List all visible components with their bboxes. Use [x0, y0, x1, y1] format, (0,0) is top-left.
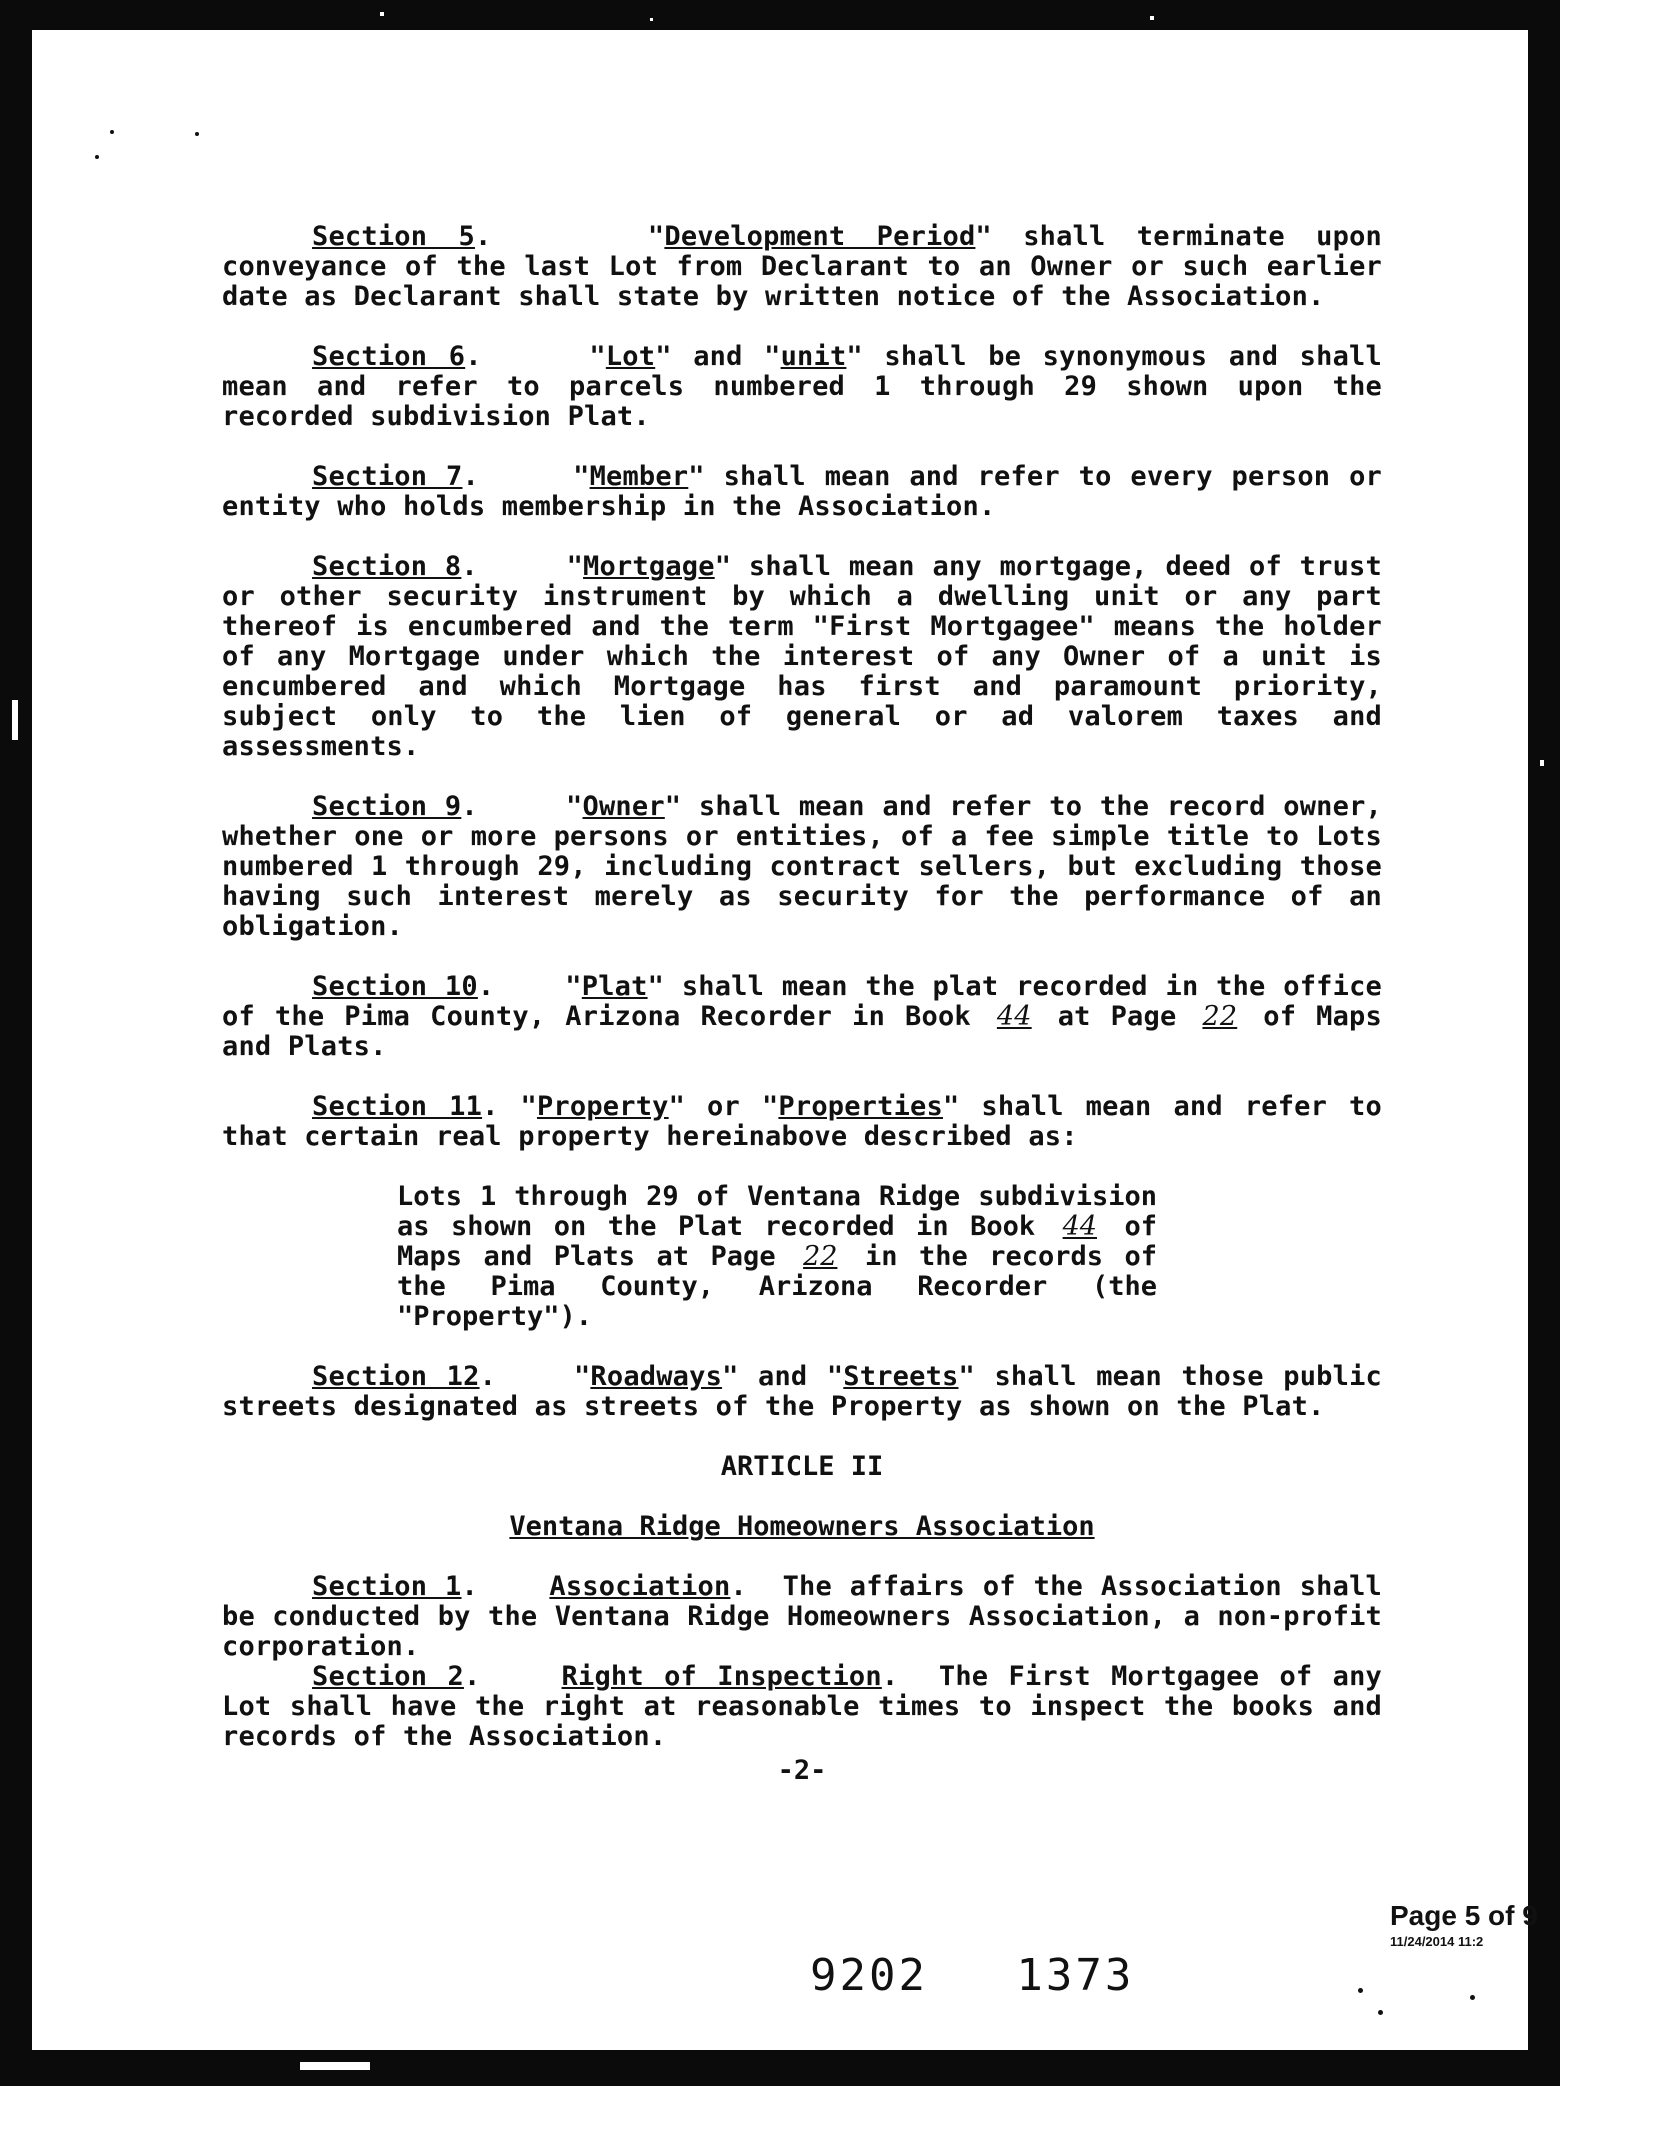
defined-term: Properties: [778, 1091, 943, 1122]
section-text: of Maps and Plats.: [222, 1001, 1382, 1062]
section-7-paragraph: Section 7. "Member" shall mean and refer to every person or entity who holds membership in the Association.: [222, 461, 1382, 522]
scan-dot: [95, 155, 99, 159]
section-text: shall mean any mortgage, deed of trust or other security instrument by which a dwelling unit or any part thereof is encumbered and the term "First Mortgagee" means the holder of any Mortgage under which the interest of any Owner of a unit is encumbered and which Mortgage has first and paramount priority, subject only to the lien of general or ad valorem taxes and assessments.: [222, 551, 1382, 762]
article-section-2-paragraph: Section 2. Right of Inspection. The First Mortgagee of any Lot shall have the right at reasonable times to inspect the books and records of the Association.: [222, 1661, 1383, 1752]
scan-border-right: [1528, 0, 1560, 2085]
quote-text: Lots 1 through 29 of Ventana Ridge subdivision as shown on the Plat recorded in Book: [397, 1181, 1157, 1242]
defined-term: Property: [536, 1091, 669, 1122]
defined-term: Owner: [582, 791, 665, 822]
section-10-paragraph: Section 10. "Plat" shall mean the plat recorded in the office of the Pima County, Arizona Recorder in Book 44 at Page 22 of Maps and Plats.: [222, 971, 1382, 1062]
scan-dot: [1470, 1995, 1475, 2000]
section-label: Section 7: [312, 461, 463, 492]
defined-term: Plat: [581, 971, 648, 1002]
scan-speck: [1150, 16, 1154, 20]
property-description: [397, 1182, 1157, 1332]
defined-term: Mortgage: [583, 551, 715, 582]
article-heading: ARTICLE II: [720, 1451, 884, 1482]
handwritten-page-number: 22: [1202, 1001, 1238, 1032]
scan-dot: [1358, 1988, 1363, 1993]
defined-term: unit: [780, 341, 847, 372]
section-label: Section 5: [312, 221, 475, 252]
quote-text: of Maps and Plats at Page: [397, 1211, 1157, 1272]
section-text: shall mean the plat recorded in the office of the Pima County, Arizona Recorder in Book: [222, 971, 1382, 1032]
section-label: Section 9: [312, 791, 462, 822]
section-text: shall mean and refer to every person or entity who holds membership in the Association.: [222, 461, 1382, 522]
scan-speck: [300, 2062, 370, 2070]
scan-border-top: [0, 0, 1560, 30]
section-heading: Association: [549, 1571, 731, 1602]
section-11-paragraph: Section 11. "Property" or "Properties" shall mean and refer to that certain real property hereinabove described as:: [222, 1091, 1382, 1152]
section-text: shall mean those public streets designated as streets of the Property as shown on the Plat.: [222, 1361, 1382, 1422]
section-label: Section 1: [312, 1571, 462, 1602]
section-label: Section 2: [312, 1661, 464, 1692]
defined-term: Roadways: [590, 1361, 723, 1392]
scan-speck: [12, 700, 18, 740]
scan-dot: [1378, 2010, 1383, 2015]
article-title: Ventana Ridge Homeowners Association: [509, 1511, 1095, 1542]
scan-dot: [110, 130, 114, 134]
timestamp-stamp: 11/24/2014 11:2: [1390, 1934, 1484, 1949]
section-text: The affairs of the Association shall be conducted by the Ventana Ridge Homeowners Association, a non-profit corporation.: [222, 1571, 1382, 1662]
article-section-1-paragraph: Section 1. Association. The affairs of the Association shall be conducted by the Ventana Ridge Homeowners Association, a non-profit corporation.: [222, 1571, 1382, 1662]
document-page: [222, 222, 1382, 1786]
section-8-paragraph: Section 8. "Mortgage" shall mean any mortgage, deed of trust or other security instrument by which a dwelling unit or any part thereof is encumbered and the term "First Mortgagee" means the holder of any Mortgage under which the interest of any Owner of a unit is encumbered and which Mortgage has first and paramount priority, subject only to the lien of general or ad valorem taxes and assessments.: [222, 551, 1382, 762]
page-count-stamp: Page 5 of 9: [1390, 1900, 1538, 1931]
section-heading: Right of Inspection: [561, 1661, 882, 1692]
page-number: -2-: [777, 1755, 827, 1786]
defined-term: Lot: [605, 341, 656, 372]
recording-number: 9202 1373: [810, 1950, 1135, 2001]
section-text: shall be synonymous and shall mean and refer to parcels numbered 1 through 29 shown upon the recorded subdivision Plat.: [222, 341, 1382, 432]
section-text: shall terminate upon conveyance of the last Lot from Declarant to an Owner or such earlier date as Declarant shall state by written notice of the Association.: [222, 221, 1382, 312]
defined-term: Development Period: [664, 221, 976, 252]
section-5-paragraph: Section 5. "Development Period" shall terminate upon conveyance of the last Lot from Declarant to an Owner or such earlier date as Declarant shall state by written notice of the Association.: [222, 221, 1382, 312]
scan-speck: [380, 12, 384, 16]
section-label: Section 8: [312, 551, 462, 582]
scan-border-bottom: [0, 2050, 1560, 2086]
section-label: Section 6: [312, 341, 466, 372]
scan-border-left: [0, 0, 32, 2085]
handwritten-book-number: 44: [996, 1001, 1032, 1032]
handwritten-book-number: 44: [1062, 1211, 1097, 1242]
section-label: Section 10: [312, 971, 478, 1002]
section-text: shall mean and refer to that certain real property hereinabove described as:: [222, 1091, 1382, 1152]
scan-speck: [650, 18, 653, 21]
quote-text: in the records of the Pima County, Arizona Recorder (the "Property").: [397, 1241, 1157, 1332]
section-text: The First Mortgagee of any Lot shall have the right at reasonable times to inspect the books and records of the Association.: [222, 1661, 1383, 1752]
handwritten-page-number: 22: [803, 1241, 838, 1272]
section-text: at Page: [1057, 1001, 1177, 1032]
defined-term: Member: [589, 461, 689, 492]
section-6-paragraph: Section 6. "Lot" and "unit" shall be synonymous and shall mean and refer to parcels numbered 1 through 29 shown upon the recorded subdivision Plat.: [222, 341, 1382, 432]
section-12-paragraph: Section 12. "Roadways" and "Streets" shall mean those public streets designated as streets of the Property as shown on the Plat.: [222, 1361, 1382, 1422]
scan-speck: [1540, 760, 1544, 766]
section-label: Section 12: [312, 1361, 480, 1392]
section-label: Section 11: [312, 1091, 483, 1122]
scan-dot: [195, 132, 199, 136]
section-text: shall mean and refer to the record owner, whether one or more persons or entities, of a fee simple title to Lots numbered 1 through 29, including contract sellers, but excluding those having such interest merely as security for the performance of an obligation.: [222, 791, 1382, 942]
defined-term: Streets: [843, 1361, 959, 1392]
section-9-paragraph: Section 9. "Owner" shall mean and refer to the record owner, whether one or more persons or entities, of a fee simple title to Lots numbered 1 through 29, including contract sellers, but excluding those having such interest merely as security for the performance of an obligation.: [222, 791, 1382, 942]
